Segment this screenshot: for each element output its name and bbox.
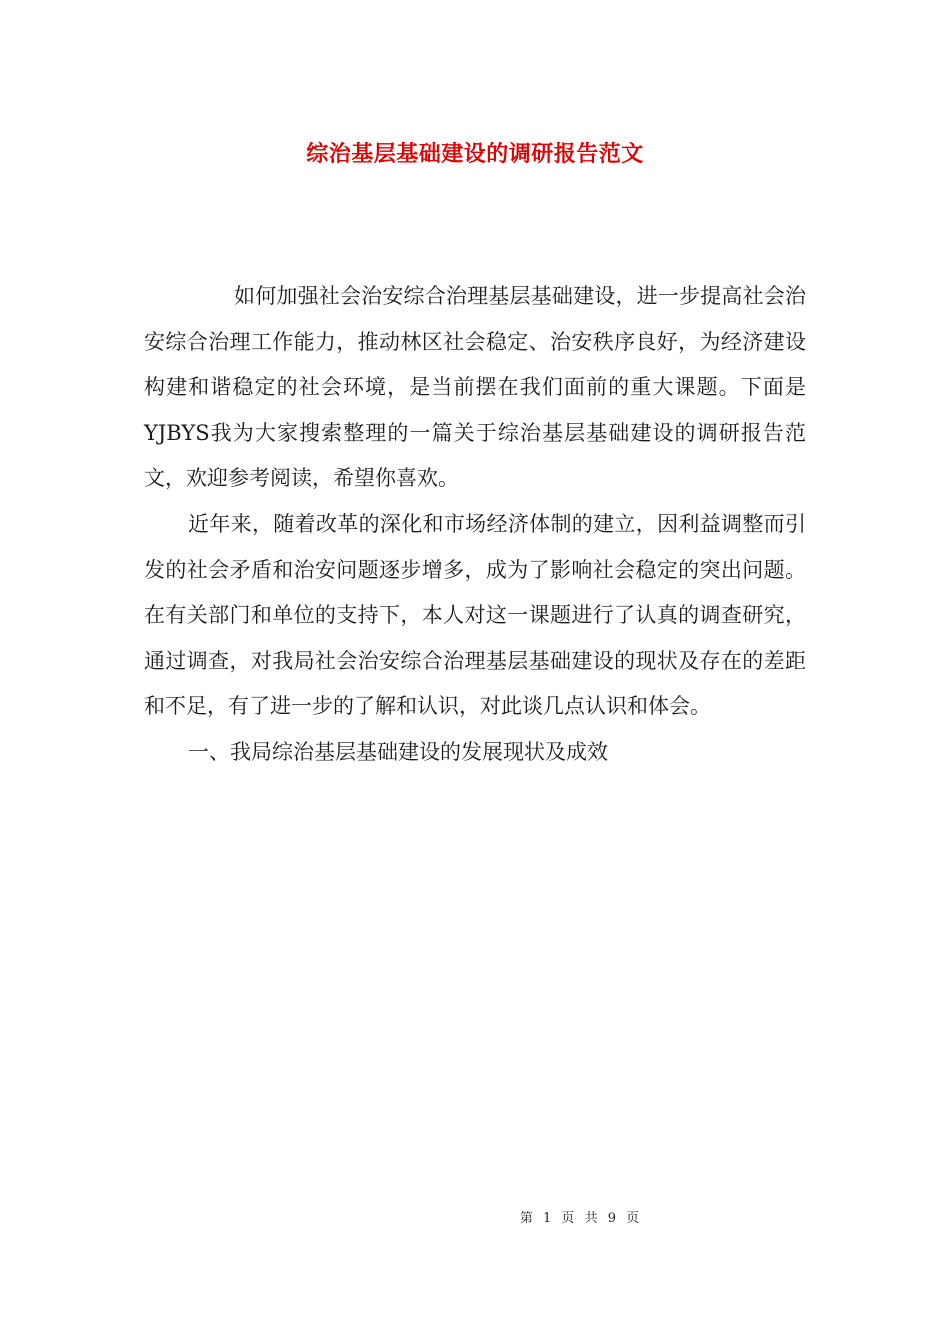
paragraph-intro: 如何加强社会治安综合治理基层基础建设，进一步提高社会治安综合治理工作能力，推动林区社会稳定、治安秩序良好，为经济建设构建和谐稳定的社会环境，是当前摆在我们面前的重大课题。下面是YJBYS我为大家搜索整理的一篇关于综治基层基础建设的调研报告范文，欢迎参考阅读，希望你喜欢。 [144,284,806,491]
footer-total-prefix: 共 [584,1211,599,1226]
footer-current-page: 1 [542,1211,553,1226]
footer-suffix: 页 [626,1211,641,1226]
document-title: 综治基层基础建设的调研报告范文 [306,141,644,167]
page-footer [0,1207,950,1226]
section-heading-1: 一、我局综治基层基础建设的发展现状及成效 [188,739,608,764]
footer-prefix: 第 [519,1211,534,1226]
footer-total-pages: 9 [607,1211,617,1226]
footer-page-word: 页 [561,1211,576,1226]
paragraph-background: 近年来，随着改革的深化和市场经济体制的建立，因利益调整而引发的社会矛盾和治安问题逐步增多，成为了影响社会稳定的突出问题。在有关部门和单位的支持下，本人对这一课题进行了认真的调查研究，通过调查，对我局社会治安综合治理基层基础建设的现状及存在的差距和不足，有了进一步的了解和认识，对此谈几点认识和体会。 [144,511,806,719]
document-body [144,274,806,776]
